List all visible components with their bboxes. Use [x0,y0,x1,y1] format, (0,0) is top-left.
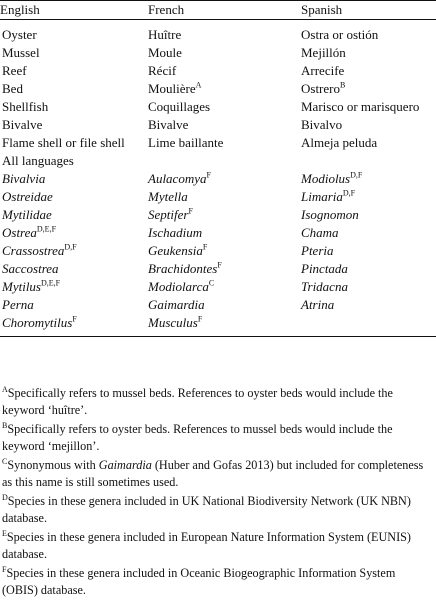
cell-english [0,116,148,134]
genus-english-superscript: F [72,314,77,324]
table-row [0,152,436,170]
cell-french-text: Moule [148,45,182,60]
cell-english [0,44,148,62]
genus-english-text: Mytilus [2,279,41,294]
footnote [2,529,434,563]
cell-spanish-text: Mejillón [301,45,346,60]
genus-french [148,206,301,224]
genus-english-text: Mytilidae [2,207,52,222]
table-row [0,44,436,62]
genus-english-text: Ostreidae [2,189,53,204]
table-row [0,116,436,134]
genus-french-text: Aulacomya [148,171,207,186]
cell-french-text: Récif [148,63,177,78]
genus-french-text: Septifer [148,207,189,222]
footnote-text: Synonymous with [7,458,99,472]
genus-french-text: Musculus [148,315,198,330]
genus-spanish [301,188,436,206]
cell-english-text: Bivalve [2,117,43,132]
genus-spanish-text: Tridacna [301,279,348,294]
genus-spanish [301,260,436,278]
genus-english-text: Crassostrea [2,243,65,258]
cell-english [0,134,148,152]
cell-spanish [301,20,436,45]
footnote-text: Species in these genera included in European Nature Information System (EUNIS) database. [2,530,411,561]
genus-english-text: Bivalvia [2,171,46,186]
cell-english-text: Shellfish [2,99,49,114]
cell-french [148,44,301,62]
footnote [2,493,434,527]
cell-spanish [301,62,436,80]
genus-french [148,242,301,260]
genus-row [0,260,436,278]
genus-row [0,296,436,314]
genus-french-text: Brachidontes [148,261,218,276]
footnotes [2,385,434,601]
genus-french [148,314,301,337]
cell-spanish [301,80,436,98]
footnote-text: Specifically refers to oyster beds. References to mussel beds would include the keyword ‘mejillon’. [2,422,393,453]
genus-english-text: Perna [2,297,34,312]
cell-french-superscript: A [195,80,202,90]
footnote [2,565,434,599]
table-row [0,134,436,152]
genus-french-superscript: F [188,206,193,216]
footnote [2,385,434,419]
cell-french-text: Coquillages [148,99,211,114]
header-spanish: Spanish [301,2,343,17]
genus-french [148,278,301,296]
header-english: English [0,2,40,17]
cell-english [0,20,148,45]
genus-french [148,260,301,278]
genus-spanish-text: Isognomon [301,207,359,222]
genus-french-superscript: F [206,170,211,180]
genus-french-text: Ischadium [148,225,203,240]
genus-french [148,188,301,206]
genus-english-text: Choromytilus [2,315,73,330]
cell-french-text: Lime baillante [148,135,224,150]
cell-english [0,62,148,80]
genus-row [0,278,436,296]
genus-english [0,242,148,260]
cell-english [0,98,148,116]
table-row [0,20,436,45]
footnote-mark: D [2,492,8,502]
genus-spanish [301,296,436,314]
genus-spanish-superscript: D,F [342,188,356,198]
genus-english-superscript: D,E,F [36,224,57,234]
table-row [0,80,436,98]
genus-spanish-text: Pteria [301,243,334,258]
footnote-text: Gaimardia [98,458,152,472]
genus-row [0,188,436,206]
genus-row [0,224,436,242]
cell-french-text: Huître [148,27,182,42]
cell-spanish [301,152,436,170]
genus-french-superscript: C [208,278,215,288]
cell-english [0,80,148,98]
cell-french [148,80,301,98]
cell-english-text: Bed [2,81,23,96]
cell-french-text: Moulière [148,81,196,96]
table-row [0,62,436,80]
footnote-text: Species in these genera included in UK National Biodiversity Network (UK NBN) database. [2,494,411,525]
genus-row [0,242,436,260]
footnote-mark: A [2,384,8,394]
cell-french [148,134,301,152]
cell-spanish-text: Marisco or marisquero [301,99,420,114]
cell-spanish [301,44,436,62]
genus-french-text: Mytella [148,189,188,204]
genus-french-text: Geukensia [148,243,203,258]
genus-spanish-text: Pinctada [301,261,348,276]
genus-french-superscript: F [202,242,208,252]
genus-english-text: Saccostrea [2,261,59,276]
table-body [0,20,436,337]
genus-french-text: Gaimardia [148,297,205,312]
cell-spanish-text: Almeja peluda [301,135,378,150]
genus-english-superscript: D,E,F [41,278,61,288]
genus-english [0,296,148,314]
genus-french-superscript: F [217,260,222,270]
cell-english-text: Reef [2,63,27,78]
footnote [2,457,434,491]
genus-spanish-text: Atrina [301,297,335,312]
cell-spanish-text: Ostrero [301,81,340,96]
cell-spanish [301,116,436,134]
genus-english [0,278,148,296]
footnote-mark: B [2,420,8,430]
genus-french [148,170,301,188]
cell-spanish-text: Arrecife [301,63,345,78]
genus-english [0,206,148,224]
genus-french-superscript: F [197,314,203,324]
genus-spanish-superscript: D,F [350,170,363,180]
cell-spanish [301,98,436,116]
genus-english-superscript: D,F [64,242,77,252]
header-french: French [148,2,185,17]
cell-french [148,116,301,134]
genus-spanish-text: Limaria [301,189,343,204]
genus-row [0,314,436,337]
cell-french [148,98,301,116]
genus-french-text: Modiolarca [148,279,209,294]
genus-english [0,224,148,242]
genus-spanish [301,314,436,337]
genus-spanish [301,278,436,296]
genus-spanish [301,206,436,224]
genus-row [0,170,436,188]
cell-english-text: Mussel [2,45,40,60]
genus-english [0,314,148,337]
cell-spanish-text: Bivalvo [301,117,343,132]
genus-spanish-text: Modiolus [301,171,351,186]
genus-english-text: Ostrea [2,225,37,240]
genus-english [0,188,148,206]
cell-spanish-superscript: B [340,80,346,90]
genus-row [0,206,436,224]
genus-spanish [301,170,436,188]
table-header-row [0,1,436,20]
footnote-text: Specifically refers to mussel beds. References to oyster beds would include the keyword ‘huître’. [2,386,393,417]
cell-spanish [301,134,436,152]
cell-english-text: Flame shell or file shell [2,135,125,150]
footnote-mark: C [2,456,8,466]
genus-french [148,224,301,242]
cell-english-text: All languages [2,153,74,168]
cell-english-text: Oyster [2,27,37,42]
genus-english [0,260,148,278]
genus-french [148,296,301,314]
genus-spanish-text: Chama [301,225,339,240]
table-row [0,98,436,116]
footnote-mark: F [2,564,7,574]
genus-spanish [301,242,436,260]
footnote-mark: E [2,528,7,538]
cell-english [0,152,148,170]
footnote-text: (Huber and Gofas 2013) but included for completeness as this name is still sometimes used. [2,458,424,489]
cell-french [148,152,301,170]
footnote-text: Species in these genera included in Oceanic Biogeographic Information System (OBIS) database. [2,566,396,597]
genus-spanish [301,224,436,242]
cell-french [148,20,301,45]
cell-french-text: Bivalve [148,117,189,132]
footnote [2,421,434,455]
cell-spanish-text: Ostra or ostión [301,27,379,42]
cell-french [148,62,301,80]
genus-english [0,170,148,188]
